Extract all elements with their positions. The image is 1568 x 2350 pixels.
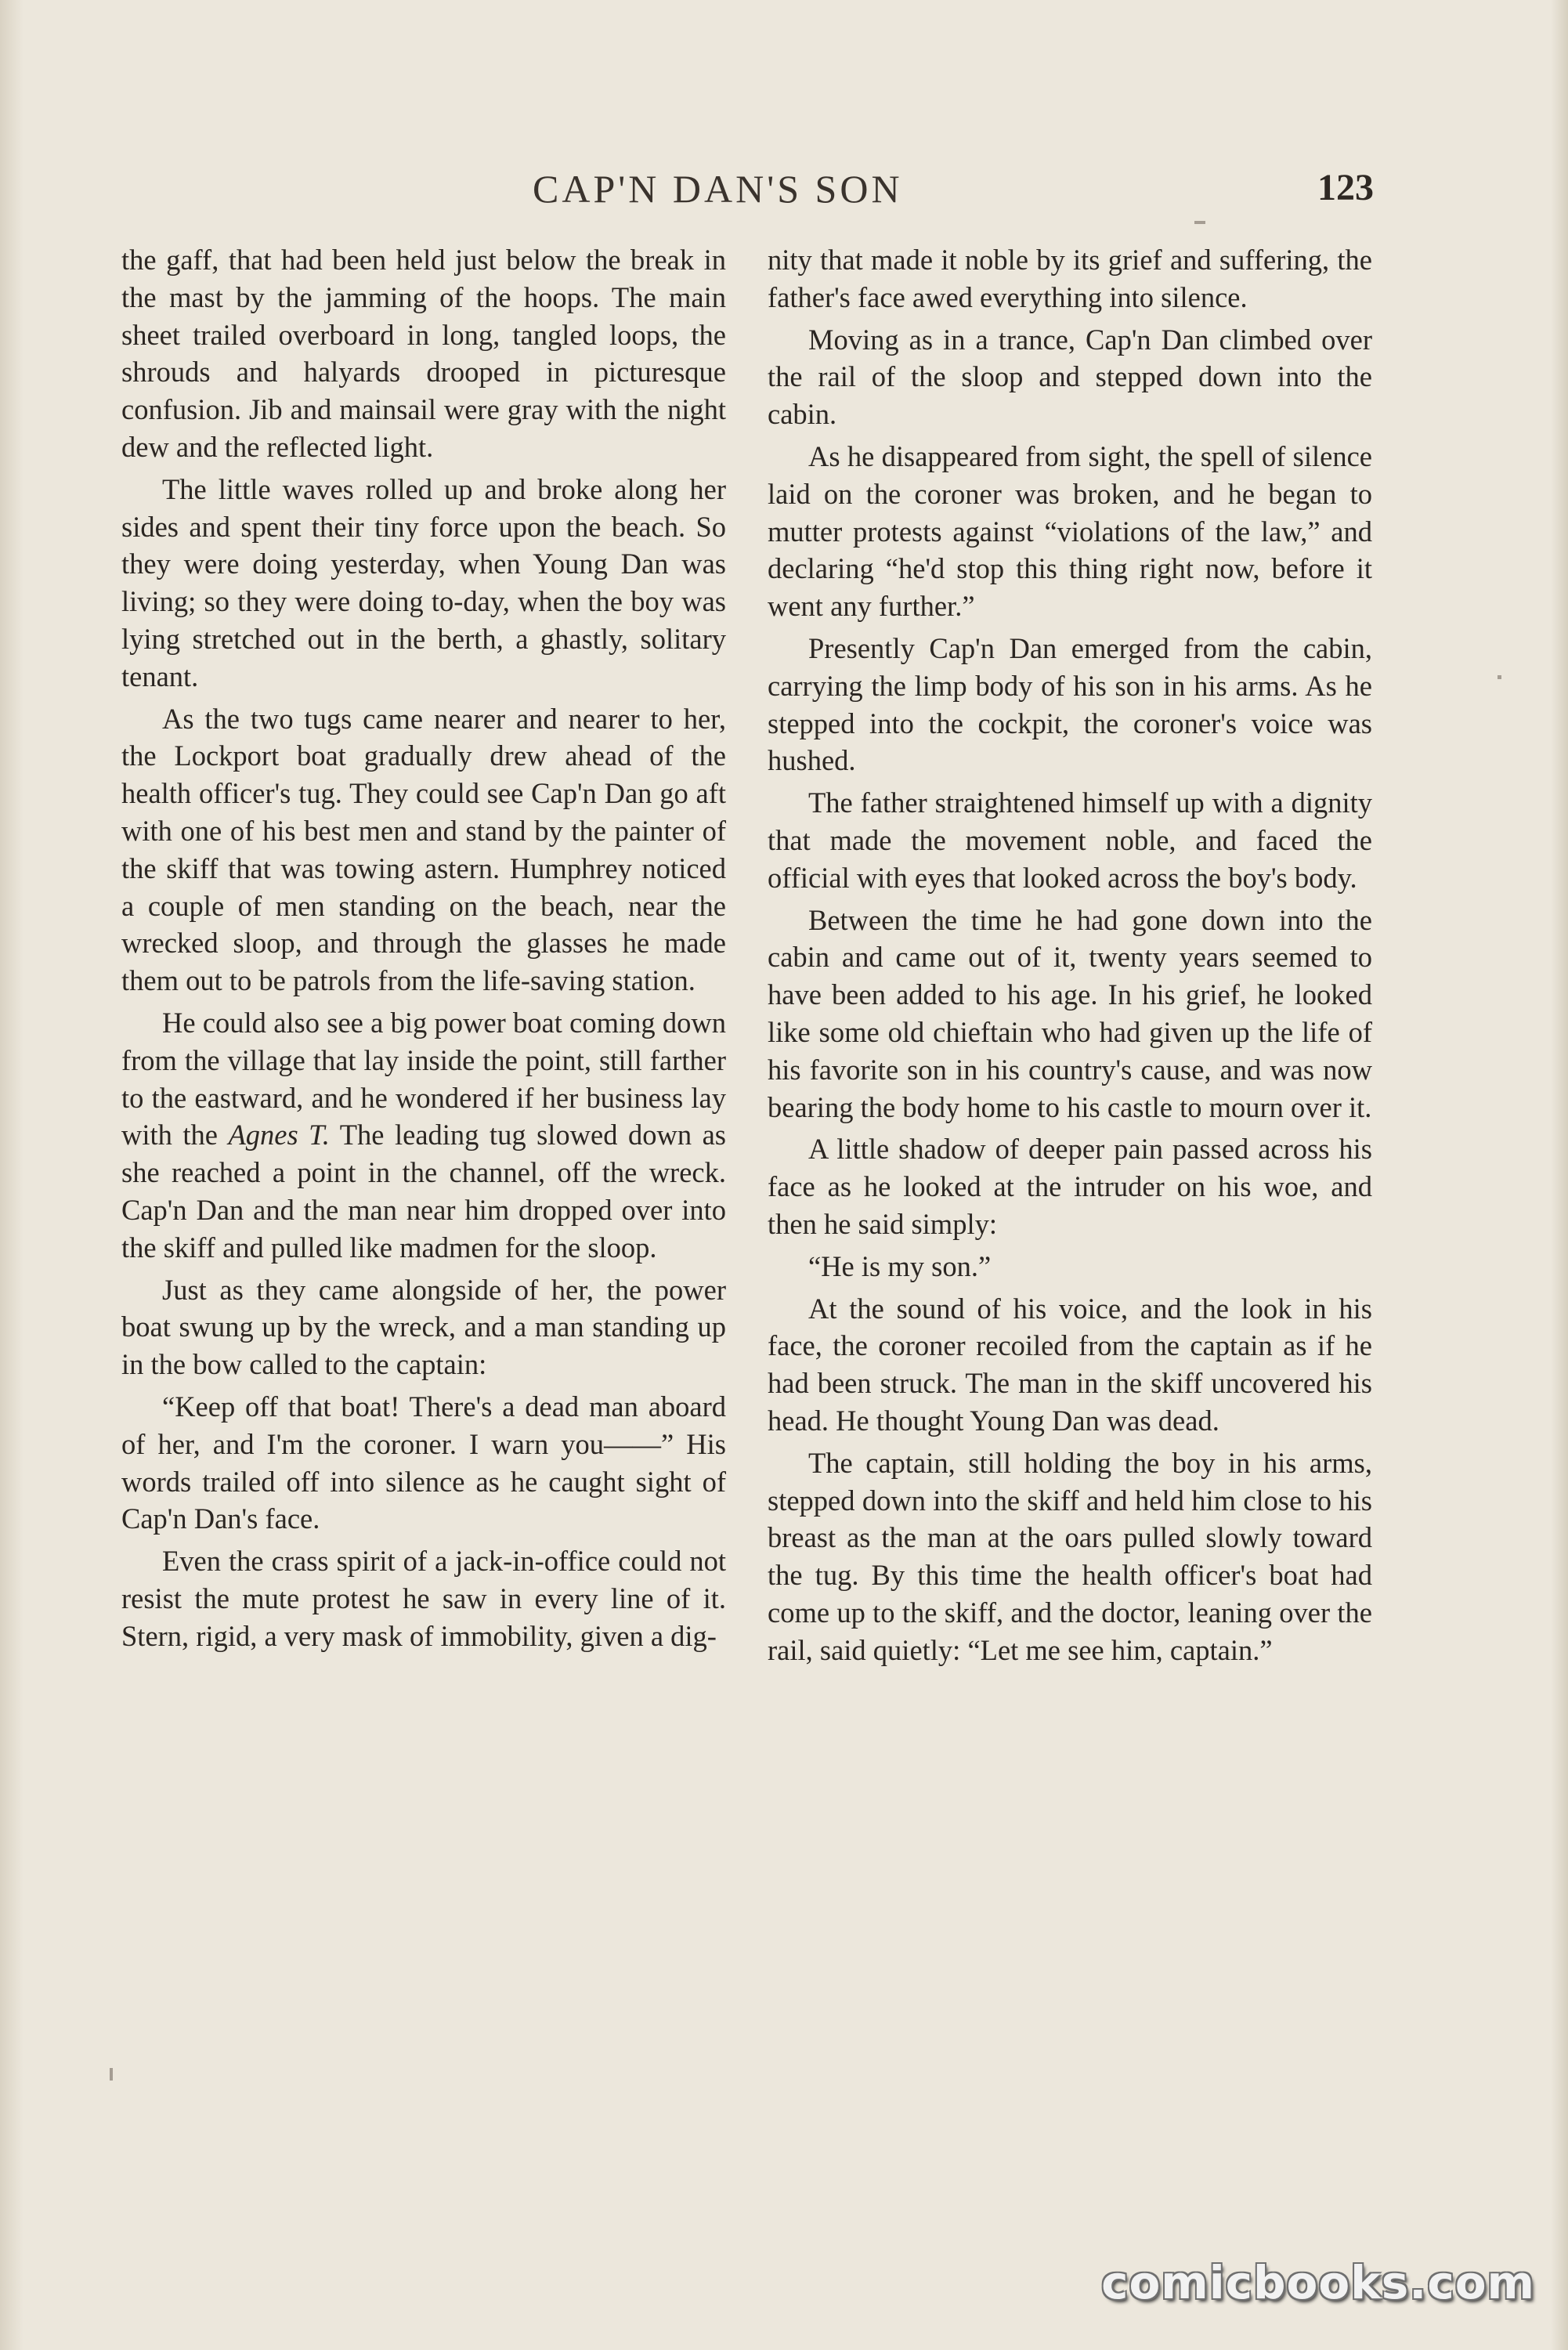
left-text-column: [121, 241, 726, 1654]
paragraph: He could also see a big power boat coming down from the village that lay inside the point, still farther to the eastward, and he wondered if her business lay with the Agnes T. The leading tug slowed down as she reached a point in the channel, off the wreck. Cap'n Dan and the man near him dropped over into the skiff and pulled like madmen for the sloop.: [121, 1006, 726, 1264]
paragraph: As the two tugs came nearer and nearer to her, the Lockport boat gradually drew ahead of the health officer's tug. They could see Cap'n Dan go aft with one of his best men and stand by the painter of the skiff that was towing astern. Humphrey noticed a couple of men standing on the beach, near the wrecked sloop, and through the glasses he made them out to be patrols from the life-saving station.: [121, 702, 726, 997]
right-text-column: [768, 241, 1372, 1668]
watermark-logo: comicbooks.com: [1101, 2256, 1535, 2309]
paragraph: the gaff, that had been held just below the break in the mast by the jamming of the hoops. The main sheet trailed overboard in long, tangled loops, the shrouds and halyards drooped in picturesque confusion. Jib and mainsail were gray with the night dew and the reflected light.: [121, 244, 726, 463]
paragraph: The captain, still holding the boy in his arms, stepped down into the skiff and held him close to his breast as the man at the oars pulled slowly toward the tug. By this time the health officer's boat had come up to the skiff, and the doctor, leaning over the rail, said quietly: “Let me see him, captain.”: [768, 1446, 1372, 1666]
page-number: 123: [1317, 167, 1374, 208]
boat-name: Agnes T.: [228, 1119, 330, 1152]
paragraph: Between the time he had gone down into the cabin and came out of it, twenty years seemed to have been added to his age. In his grief, he looked like some old chieftain who had given up the life of his favorite son in his country's cause, and was now bearing the body home to his castle to mourn over it.: [768, 903, 1372, 1123]
page-spine-shadow: [0, 0, 23, 2350]
paragraph: nity that made it noble by its grief and suffering, the father's face awed everything into silence.: [768, 244, 1372, 313]
print-speck: [1194, 221, 1205, 224]
paragraph: Even the crass spirit of a jack-in-office could not resist the mute protest he saw in every line of it. Stern, rigid, a very mask of immobility, given a dig-: [121, 1545, 726, 1652]
paragraph: Presently Cap'n Dan emerged from the cabin, carrying the limp body of his son in his arms. As he stepped into the cockpit, the coroner's voice was hushed.: [768, 631, 1372, 777]
paragraph: As he disappeared from sight, the spell of silence laid on the coroner was broken, and he began to mutter protests against “violations of the law,” and declaring “he'd stop this thing right now, before it went any further.”: [768, 439, 1372, 623]
paragraph: A little shadow of deeper pain passed across his face as he looked at the intruder on his woe, and then he said simply:: [768, 1133, 1372, 1240]
running-title: CAP'N DAN'S SON: [533, 167, 903, 211]
running-header: [0, 166, 1568, 229]
paragraph: “He is my son.”: [808, 1249, 992, 1282]
print-speck: [110, 2068, 113, 2081]
print-speck: [1498, 675, 1501, 679]
paragraph: The father straightened himself up with a dignity that made the movement noble, and faced the official with eyes that looked across the boy's body.: [768, 786, 1372, 894]
paragraph: At the sound of his voice, and the look in his face, the coroner recoiled from the captain as if he had been struck. The man in the skiff uncovered his head. He thought Young Dan was dead.: [768, 1292, 1372, 1437]
paragraph: The little waves rolled up and broke along her sides and spent their tiny force upon the beach. So they were doing yesterday, when Young Dan was living; so they were doing to-day, when the boy was lying stretched out in the berth, a ghastly, solitary tenant.: [121, 472, 726, 692]
paragraph: Moving as in a trance, Cap'n Dan climbed over the rail of the sloop and stepped down into the cabin.: [768, 323, 1372, 431]
page-edge-shadow: [1551, 0, 1568, 2350]
paragraph: “Keep off that boat! There's a dead man aboard of her, and I'm the coroner. I warn you——” His words trailed off into silence as he caught sight of Cap'n Dan's face.: [121, 1390, 726, 1535]
paragraph: Just as they came alongside of her, the power boat swung up by the wreck, and a man standing up in the bow called to the captain:: [121, 1273, 726, 1381]
